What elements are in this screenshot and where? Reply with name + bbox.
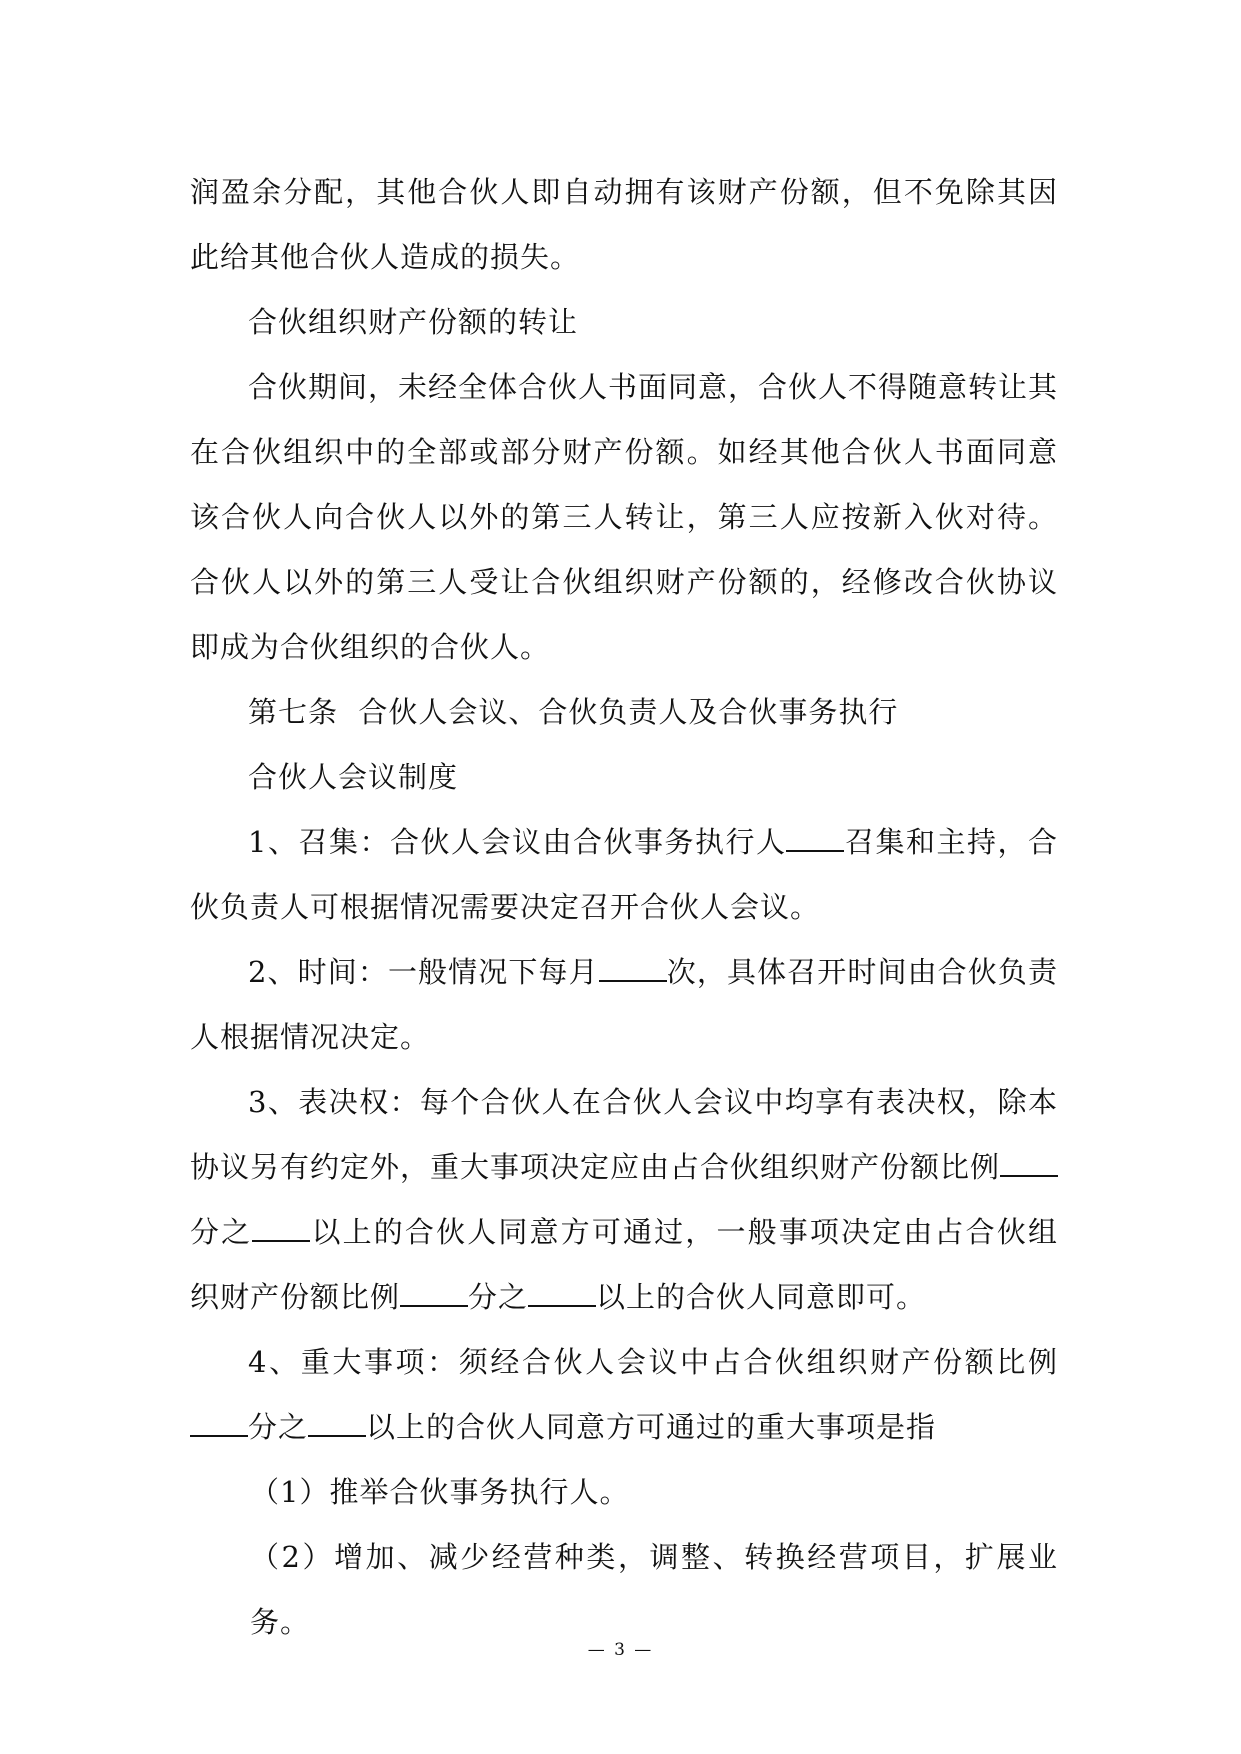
fill-blank[interactable]: [400, 1281, 468, 1307]
section-heading-meeting: 合伙人会议制度: [248, 760, 459, 794]
clause-convene-text-a: 1、召集：合伙人会议由合伙事务执行人: [248, 825, 787, 859]
article-seven-heading: 第七条 合伙人会议、合伙负责人及合伙事务执行: [248, 695, 899, 729]
clause-voting-text-e: 以上的合伙人同意即可。: [596, 1280, 927, 1314]
clause-time: [190, 940, 1058, 1070]
fill-blank[interactable]: [308, 1411, 366, 1437]
clause-time-text-b: 次，具体召开时间由合伙负责人根据情况决定。: [190, 955, 1058, 1054]
fill-blank[interactable]: [1000, 1151, 1058, 1177]
clause-major-matters: [190, 1330, 1058, 1460]
clause-convene: [190, 810, 1058, 940]
fill-blank[interactable]: [190, 1411, 248, 1437]
clause-voting-text-c: 以上的合伙人同意方可通过，一般事项决定由占合伙组织财产份额比例: [190, 1215, 1058, 1314]
fill-blank[interactable]: [252, 1216, 310, 1242]
section-heading-transfer: 合伙组织财产份额的转让: [248, 305, 579, 339]
clause-major-text-b: 分之: [248, 1410, 309, 1444]
document-body: [190, 160, 1058, 1655]
paragraph-transfer: 合伙期间，未经全体合伙人书面同意，合伙人不得随意转让其在合伙组织中的全部或部分财产份额。如经其他合伙人书面同意该合伙人向合伙人以外的第三人转让，第三人应按新入伙对待。合伙人以外的第三人受让合伙组织财产份额的，经修改合伙协议即成为合伙组织的合伙人。: [190, 370, 1059, 664]
clause-major-text-a: 4、重大事项：须经合伙人会议中占合伙组织财产份额比例: [248, 1345, 1058, 1379]
clause-voting-text-d: 分之: [468, 1280, 529, 1314]
list-item-1: （1）推举合伙事务执行人。: [250, 1475, 630, 1509]
clause-major-text-c: 以上的合伙人同意方可通过的重大事项是指: [366, 1410, 937, 1444]
clause-time-text-a: 2、时间：一般情况下每月: [248, 955, 599, 989]
fill-blank[interactable]: [786, 826, 844, 852]
page-number: — 3 —: [587, 1640, 654, 1660]
list-item-2: （2）增加、减少经营种类，调整、转换经营项目，扩展业务。: [250, 1540, 1058, 1639]
paragraph-continuation: 润盈余分配，其他合伙人即自动拥有该财产份额，但不免除其因此给其他合伙人造成的损失。: [190, 175, 1058, 274]
clause-voting: [190, 1070, 1058, 1330]
clause-voting-text-b: 分之: [190, 1215, 253, 1249]
clause-convene-text-b: 召集和主持，合伙负责人可根据情况需要决定召开合伙人会议。: [190, 825, 1058, 924]
fill-blank[interactable]: [599, 956, 667, 982]
clause-voting-text-a: 3、表决权：每个合伙人在合伙人会议中均享有表决权，除本协议另有约定外，重大事项决定应由占合伙组织财产份额比例: [190, 1085, 1058, 1184]
fill-blank[interactable]: [528, 1281, 596, 1307]
